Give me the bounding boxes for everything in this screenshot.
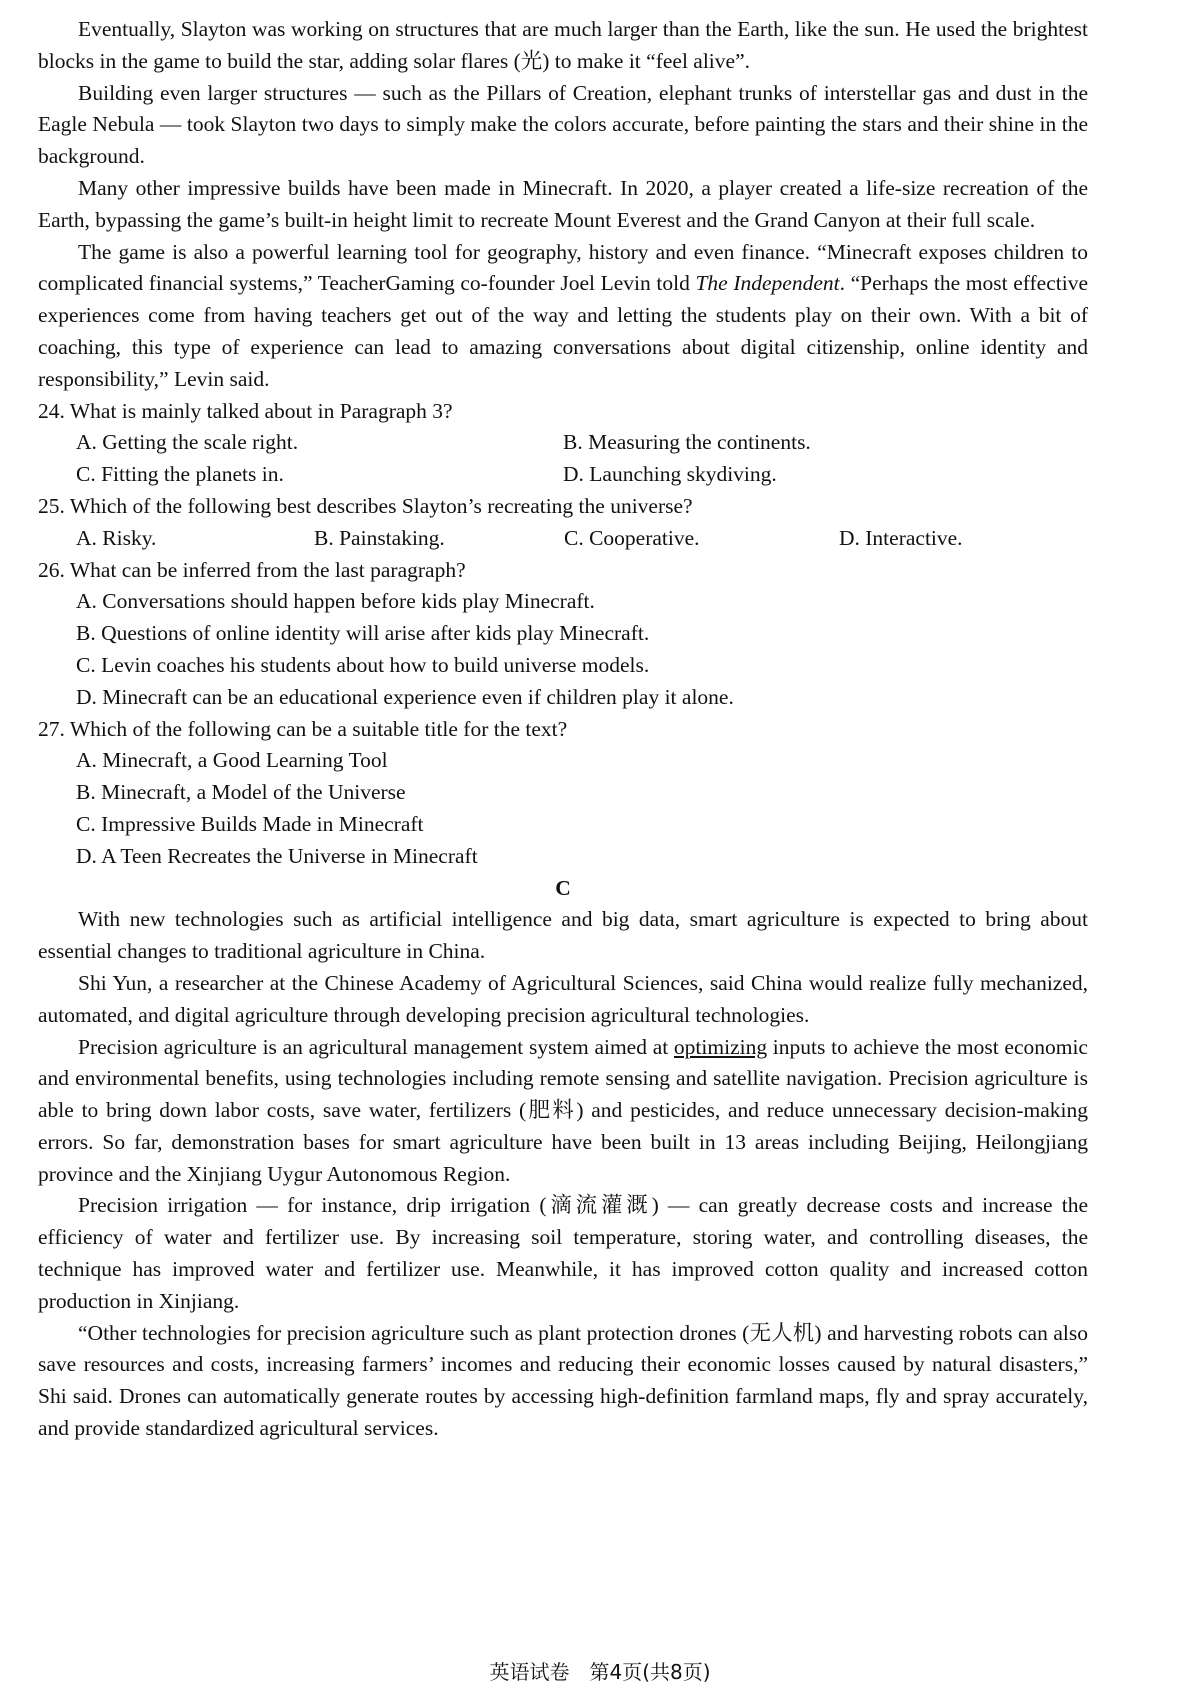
paragraph: Precision irrigation — for instance, drip irrigation (滴流灌溉) — can greatly decrease costs and increase the efficiency of water and fertilizer use. By increasing soil temperature, storing water, and controlling diseases, the technique has improved water and fertilizer use. Meanwhile, it has improved cotton quality and increased cotton production in Xinjiang.	[38, 1193, 1088, 1313]
paragraph	[38, 1032, 1088, 1191]
question-stem: 27. Which of the following can be a suitable title for the text?	[38, 716, 568, 741]
option: D. Launching skydiving.	[563, 462, 777, 487]
paragraph: With new technologies such as artificial intelligence and big data, smart agriculture is expected to bring about essential changes to traditional agriculture in China.	[38, 907, 1088, 964]
underlined-word: optimizing	[673, 1034, 768, 1059]
paragraph: Shi Yun, a researcher at the Chinese Academy of Agricultural Sciences, said China would realize fully mechanized, automated, and digital agriculture through developing precision agricultural technologies.	[38, 970, 1088, 1027]
option: C. Levin coaches his students about how to build universe models.	[76, 652, 650, 677]
publication-title: The Independent	[695, 271, 840, 296]
section-heading: C	[555, 875, 571, 900]
option: A. Conversations should happen before kids play Minecraft.	[76, 589, 595, 614]
option: B. Minecraft, a Model of the Universe	[76, 780, 406, 805]
question-stem: 25. Which of the following best describes Slayton’s recreating the universe?	[38, 493, 693, 518]
options	[38, 427, 1088, 491]
paragraph	[38, 237, 1088, 396]
option: D. A Teen Recreates the Universe in Minecraft	[76, 843, 478, 868]
option: A. Getting the scale right.	[76, 430, 299, 455]
paragraph: “Other technologies for precision agriculture such as plant protection drones (无人机) and harvesting robots can also save resources and costs, increasing farmers’ incomes and reducing their economic losses caused by natural disasters,” Shi said. Drones can automatically generate routes by accessing high-definition farmland maps, fly and spray accurately, and provide standardized agricultural services.	[38, 1320, 1088, 1441]
exam-page	[38, 14, 1088, 1445]
option: C. Cooperative.	[564, 525, 700, 550]
page-footer: 英语试卷 第4页(共8页)	[489, 1660, 711, 1684]
options	[38, 523, 1088, 555]
option: A. Minecraft, a Good Learning Tool	[76, 748, 388, 773]
question-stem: 24. What is mainly talked about in Paragraph 3?	[38, 398, 453, 423]
option: B. Measuring the continents.	[563, 430, 811, 455]
text: Precision agriculture is an agricultural management system aimed at	[78, 1034, 674, 1059]
option: A. Risky.	[76, 525, 157, 550]
option: B. Painstaking.	[314, 525, 445, 550]
paragraph: Eventually, Slayton was working on structures that are much larger than the Earth, like the sun. He used the brightest blocks in the game to build the star, adding solar flares (光) to make it “feel alive”.	[38, 17, 1088, 73]
option: B. Questions of online identity will arise after kids play Minecraft.	[76, 621, 650, 646]
option: C. Fitting the planets in.	[76, 462, 284, 487]
text: The game is also a powerful learning tool for geography, history and even finance. “Minecraft exposes children to complicated financial systems,” TeacherGaming co-founder Joel Levin told	[38, 239, 1088, 296]
text: inputs to achieve the most economic and environmental benefits, using technologies including remote sensing and satellite navigation. Precision agriculture is able to bring down labor costs, save water, fertilizers (肥料) and pesticides, and reduce unnecessary decision-making errors. So far, demonstration bases for smart agriculture have been built in 13 areas including Beijing, Heilongjiang province and the Xinjiang Uygur Autonomous Region.	[38, 1034, 1088, 1186]
paragraph: Building even larger structures — such as the Pillars of Creation, elephant trunks of interstellar gas and dust in the Eagle Nebula — took Slayton two days to simply make the colors accurate, before painting the stars and their shine in the background.	[38, 80, 1088, 169]
option: D. Interactive.	[839, 525, 963, 550]
text: . “Perhaps the most effective experiences come from having teachers get out of the way and letting the students play on their own. With a bit of coaching, this type of experience can lead to amazing conversations about digital citizenship, online identity and responsibility,” Levin said.	[38, 271, 1088, 391]
paragraph: Many other impressive builds have been made in Minecraft. In 2020, a player created a life-size recreation of the Earth, bypassing the game’s built-in height limit to recreate Mount Everest and the Grand Canyon at their full scale.	[38, 175, 1088, 232]
question-stem: 26. What can be inferred from the last paragraph?	[38, 557, 466, 582]
option: D. Minecraft can be an educational experience even if children play it alone.	[76, 684, 734, 709]
option: C. Impressive Builds Made in Minecraft	[76, 811, 424, 836]
